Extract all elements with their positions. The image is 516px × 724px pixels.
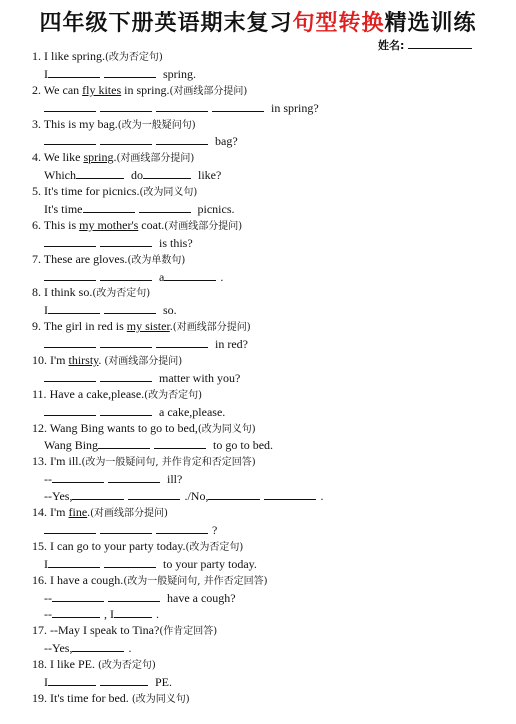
- question-text: .: [113, 150, 117, 165]
- question-text: I can go to your party today.: [50, 538, 186, 553]
- question-list: [32, 48, 502, 707]
- question-number: 2.: [32, 82, 44, 97]
- instruction-note: (作肯定回答): [159, 626, 218, 638]
- answer-blank[interactable]: [76, 166, 124, 179]
- instruction-note: (对画线部分提问): [164, 220, 243, 232]
- answer-text: ill?: [164, 472, 183, 487]
- answer-text: , I: [104, 607, 114, 622]
- answer-text: in red?: [212, 337, 248, 352]
- answer-text: is this?: [156, 235, 193, 250]
- instruction-note: (改为同义句): [197, 423, 256, 435]
- question-text: We like: [43, 150, 84, 165]
- name-label: 姓名:: [378, 39, 405, 52]
- answer-blank[interactable]: [48, 65, 100, 78]
- question-text: It's time for picnics.: [44, 184, 140, 199]
- instruction-note: (改为一般疑问句, 并作肯定和否定回答): [81, 457, 256, 469]
- question-number: 18.: [32, 657, 50, 672]
- answer-line: [32, 301, 502, 318]
- answer-line: [32, 673, 502, 690]
- underlined-phrase: spring: [83, 150, 114, 165]
- instruction-note: (改为否定句): [105, 52, 163, 63]
- answer-text: to go to bed.: [210, 438, 274, 453]
- question-text: I have a cough.: [50, 572, 124, 587]
- answer-blank[interactable]: [44, 99, 96, 112]
- answer-line: [32, 555, 502, 572]
- answer-blank[interactable]: [44, 132, 96, 145]
- question-text: This is: [43, 217, 80, 232]
- answer-blank[interactable]: [100, 403, 152, 416]
- question-line: [32, 690, 502, 707]
- question-line: [32, 318, 502, 335]
- answer-blank[interactable]: [44, 234, 96, 247]
- answer-text: have a cough?: [164, 590, 236, 605]
- answer-blank[interactable]: [44, 335, 96, 348]
- answer-line: [32, 589, 502, 606]
- answer-line: [32, 403, 502, 420]
- worksheet-title: [0, 6, 516, 37]
- answer-line: [32, 234, 502, 251]
- question-number: 4.: [32, 150, 44, 165]
- answer-blank[interactable]: [48, 555, 100, 568]
- answer-text: spring.: [160, 66, 196, 81]
- question-text: I think so.: [44, 285, 93, 300]
- answer-line: [32, 639, 502, 656]
- question-text: These are gloves.: [43, 251, 128, 266]
- question-number: 5.: [32, 184, 44, 199]
- question-text: The girl in red is: [43, 319, 127, 334]
- answer-blank[interactable]: [100, 521, 152, 534]
- answer-text: Which: [44, 168, 76, 183]
- question-number: 15.: [32, 538, 50, 553]
- question-number: 3.: [32, 116, 44, 131]
- instruction-note: (对画线部分提问): [116, 153, 195, 165]
- answer-text: --: [44, 607, 52, 622]
- answer-line: [32, 335, 502, 352]
- question-number: 8.: [32, 285, 44, 300]
- answer-blank[interactable]: [128, 487, 180, 500]
- answer-blank[interactable]: [44, 403, 96, 416]
- answer-line: [32, 99, 502, 116]
- answer-text: .: [320, 489, 324, 504]
- answer-line: [32, 268, 502, 285]
- instruction-note: (改为否定句): [144, 389, 202, 401]
- instruction-note: (改为一般疑问句): [117, 119, 196, 131]
- answer-line: [32, 369, 502, 386]
- answer-text: It's time: [44, 202, 83, 217]
- question-line: [32, 82, 502, 99]
- underlined-phrase: my mother's: [79, 217, 139, 232]
- answer-text: .: [128, 641, 132, 656]
- answer-text: I: [44, 66, 48, 81]
- question-text: Have a cake,please.: [49, 386, 145, 401]
- answer-text: .: [220, 269, 224, 284]
- answer-text: I: [44, 674, 48, 689]
- answer-text: --: [44, 590, 52, 605]
- underlined-phrase: thirsty: [68, 353, 99, 368]
- question-line: [32, 656, 502, 673]
- instruction-note: (改为否定句): [185, 541, 244, 553]
- question-text: .: [98, 353, 105, 368]
- instruction-note: (对画线部分提问): [172, 322, 251, 334]
- answer-text: I: [44, 303, 48, 318]
- answer-text: ?: [212, 522, 218, 537]
- question-text: I'm: [50, 505, 69, 520]
- answer-text: --Yes,: [44, 489, 73, 504]
- title-part1: 四年级下册英语期末复习: [39, 11, 293, 36]
- answer-blank[interactable]: [83, 200, 135, 213]
- answer-text: to your party today.: [160, 556, 257, 571]
- question-text: It's time for bed.: [50, 690, 132, 705]
- question-number: 19.: [32, 690, 50, 705]
- question-text: This is my bag.: [43, 116, 118, 131]
- question-line: [32, 352, 502, 369]
- answer-text: --: [44, 472, 52, 487]
- answer-blank[interactable]: [104, 65, 156, 78]
- question-number: 6.: [32, 217, 44, 232]
- answer-blank[interactable]: [108, 470, 160, 483]
- instruction-note: (对画线部分提问): [104, 356, 183, 368]
- answer-blank[interactable]: [108, 589, 160, 602]
- question-line: [32, 453, 502, 470]
- answer-blank[interactable]: [156, 132, 208, 145]
- answer-blank[interactable]: [72, 639, 124, 652]
- question-line: [32, 622, 502, 639]
- answer-blank[interactable]: [52, 605, 100, 618]
- answer-blank[interactable]: [52, 589, 104, 602]
- question-line: [32, 572, 502, 589]
- question-text: I like PE.: [50, 657, 98, 672]
- question-line: [32, 284, 502, 301]
- question-line: [32, 48, 502, 65]
- question-number: 16.: [32, 572, 50, 587]
- answer-line: [32, 65, 502, 82]
- answer-blank[interactable]: [156, 335, 208, 348]
- question-line: [32, 183, 502, 200]
- answer-blank[interactable]: [100, 268, 152, 281]
- instruction-note: (改为单数句): [127, 254, 186, 266]
- answer-blank[interactable]: [98, 436, 150, 449]
- question-number: 14.: [32, 505, 50, 520]
- question-text: Wang Bing wants to go to bed,: [49, 420, 198, 435]
- answer-line: [32, 132, 502, 149]
- title-highlight: 句型转换: [292, 11, 385, 36]
- question-number: 9.: [32, 319, 44, 334]
- instruction-note: (改为否定句): [98, 660, 156, 672]
- answer-blank[interactable]: [143, 166, 191, 179]
- answer-blank[interactable]: [156, 99, 208, 112]
- question-number: 13.: [32, 454, 50, 469]
- underlined-phrase: my sister: [126, 319, 170, 334]
- answer-blank[interactable]: [44, 521, 96, 534]
- answer-blank[interactable]: [72, 487, 124, 500]
- question-text: coat.: [138, 217, 165, 232]
- answer-blank[interactable]: [212, 99, 264, 112]
- answer-text: a: [156, 269, 165, 284]
- answer-blank[interactable]: [104, 301, 156, 314]
- answer-blank[interactable]: [264, 487, 316, 500]
- answer-blank[interactable]: [100, 99, 152, 112]
- question-line: [32, 149, 502, 166]
- question-line: [32, 504, 502, 521]
- answer-line: [32, 470, 502, 487]
- question-number: 11.: [32, 386, 50, 401]
- answer-blank[interactable]: [44, 268, 96, 281]
- instruction-note: (改为同义句): [131, 693, 190, 705]
- answer-blank[interactable]: [164, 268, 216, 281]
- question-number: 17.: [32, 623, 50, 638]
- question-line: [32, 217, 502, 234]
- answer-text: bag?: [212, 134, 238, 149]
- question-text: .: [169, 319, 173, 334]
- underlined-phrase: fly kites: [82, 82, 122, 97]
- question-number: 12.: [32, 420, 50, 435]
- answer-line: [32, 521, 502, 538]
- question-number: 1.: [32, 49, 44, 63]
- answer-blank[interactable]: [100, 234, 152, 247]
- answer-text: .: [156, 607, 159, 622]
- instruction-note: (改为一般疑问句, 并作否定回答): [123, 575, 268, 587]
- question-text: We can: [43, 82, 83, 97]
- answer-text: PE.: [152, 674, 173, 689]
- question-number: 10.: [32, 353, 50, 368]
- answer-line: [32, 166, 502, 183]
- instruction-note: (改为同义句): [139, 187, 198, 199]
- answer-blank[interactable]: [100, 335, 152, 348]
- answer-blank[interactable]: [104, 555, 156, 568]
- instruction-note: (对画线部分提问): [169, 85, 248, 97]
- answer-blank[interactable]: [48, 301, 100, 314]
- answer-blank[interactable]: [156, 521, 208, 534]
- question-text: I like spring.: [44, 49, 105, 63]
- answer-text: matter with you?: [156, 370, 241, 385]
- answer-blank[interactable]: [114, 605, 152, 618]
- question-text: I'm: [50, 353, 69, 368]
- answer-text: like?: [195, 168, 222, 183]
- answer-blank[interactable]: [44, 369, 96, 382]
- answer-text: do: [128, 168, 143, 183]
- answer-blank[interactable]: [100, 673, 148, 686]
- answer-text: a cake,please.: [156, 404, 226, 419]
- question-text: --May I speak to Tina?: [50, 623, 160, 638]
- answer-text: I: [44, 556, 48, 571]
- question-number: 7.: [32, 251, 44, 266]
- answer-blank[interactable]: [48, 673, 96, 686]
- answer-blank[interactable]: [52, 470, 104, 483]
- answer-blank[interactable]: [208, 487, 260, 500]
- answer-blank[interactable]: [100, 369, 152, 382]
- answer-text: in spring?: [268, 100, 319, 115]
- answer-line: [32, 605, 502, 622]
- question-text: .: [87, 505, 91, 520]
- question-line: [32, 116, 502, 133]
- answer-blank[interactable]: [100, 132, 152, 145]
- answer-line: [32, 200, 502, 217]
- answer-text: Wang Bing: [44, 438, 99, 453]
- answer-text: picnics.: [194, 202, 235, 217]
- question-line: [32, 251, 502, 268]
- answer-line: [32, 487, 502, 504]
- question-line: [32, 420, 502, 437]
- instruction-note: (对画线部分提问): [90, 508, 168, 520]
- question-line: [32, 538, 502, 555]
- question-text: in spring.: [121, 82, 170, 97]
- underlined-phrase: fine: [68, 505, 88, 520]
- answer-text: so.: [160, 303, 177, 318]
- answer-text: ./No,: [184, 489, 209, 504]
- title-part2: 精选训练: [384, 11, 477, 36]
- question-text: I'm ill.: [50, 454, 82, 469]
- instruction-note: (改为否定句): [92, 288, 151, 300]
- answer-text: --Yes,: [44, 641, 73, 656]
- question-line: [32, 386, 502, 403]
- answer-line: [32, 436, 502, 453]
- answer-blank[interactable]: [139, 200, 191, 213]
- answer-blank[interactable]: [154, 436, 206, 449]
